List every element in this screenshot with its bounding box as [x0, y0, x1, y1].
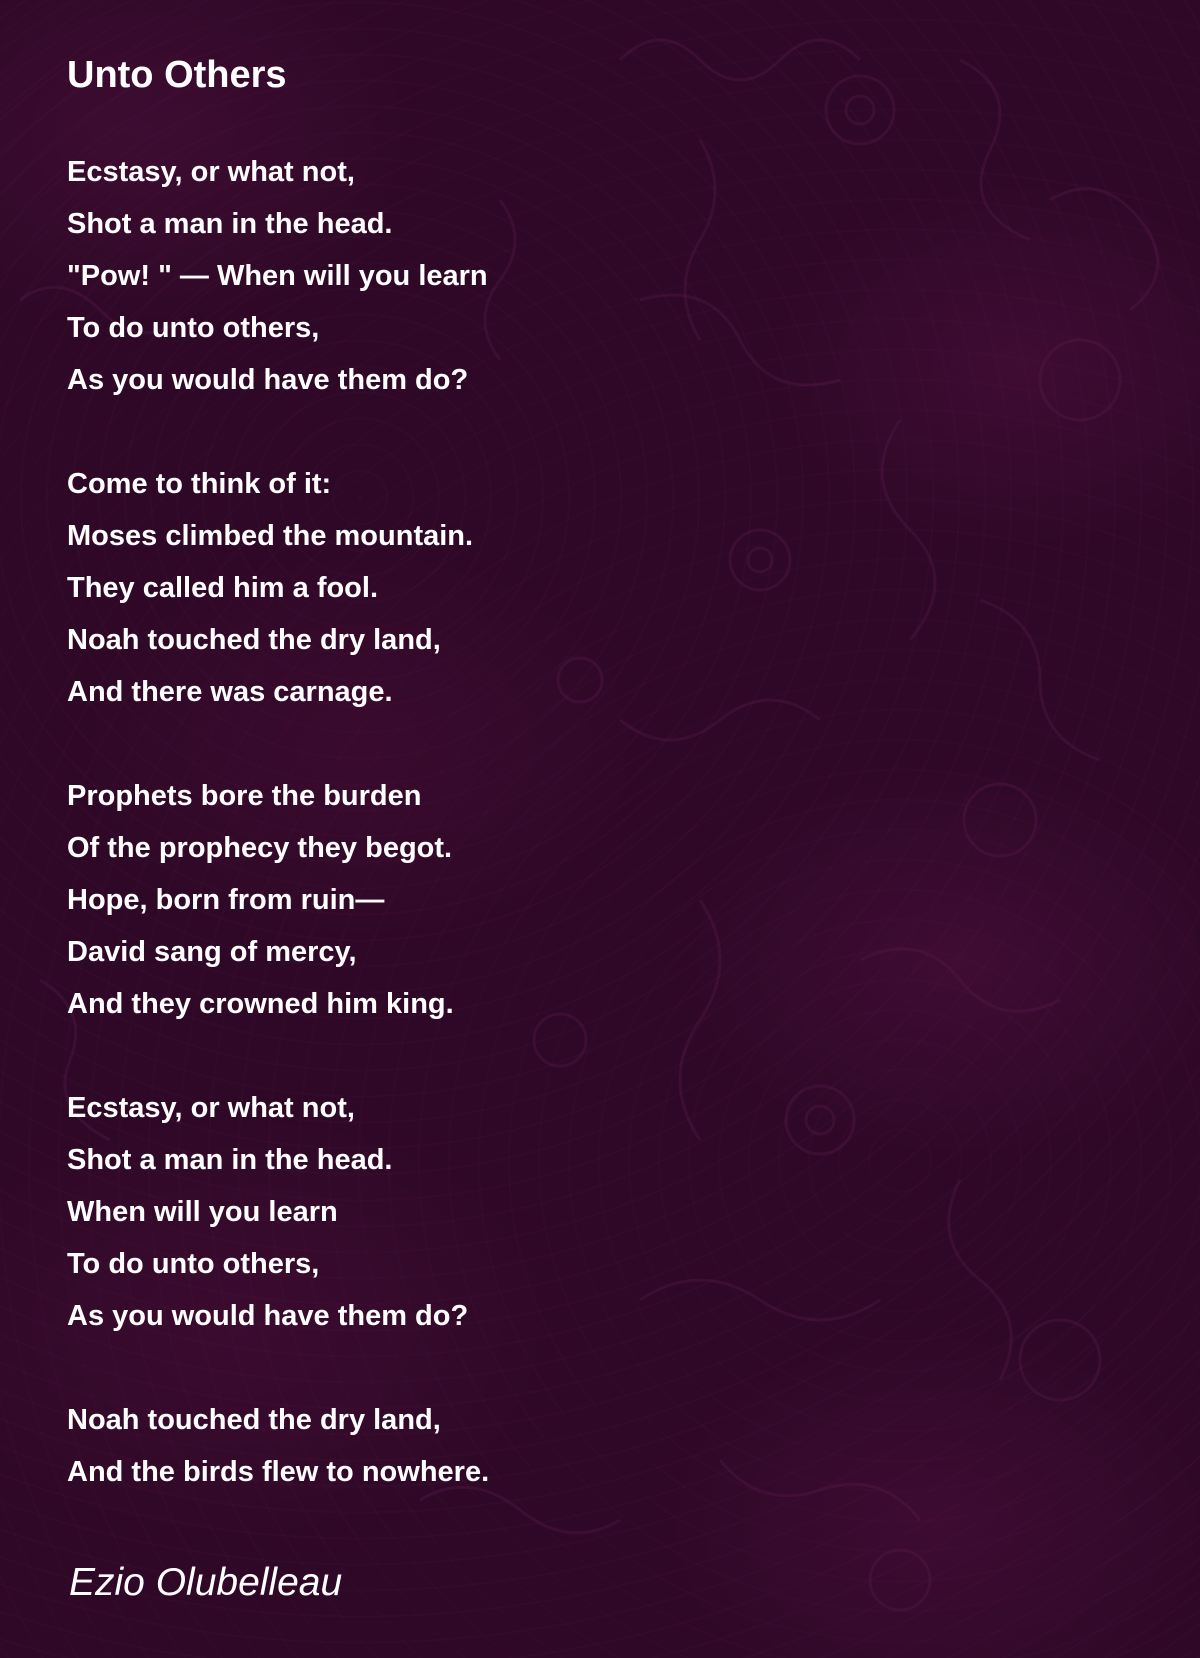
- poem-line: Shot a man in the head.: [67, 1144, 393, 1176]
- poem-stanza: [67, 458, 1147, 718]
- poem-line: "Pow! " — When will you learn: [67, 260, 488, 292]
- poem-line: Prophets bore the burden: [67, 780, 422, 812]
- poem-line: Ecstasy, or what not,: [67, 156, 355, 188]
- poem-line: David sang of mercy,: [67, 936, 357, 968]
- poem-stanza: [67, 770, 1147, 1030]
- poem-line: And the birds flew to nowhere.: [67, 1456, 490, 1488]
- poem-stanza: [67, 146, 1147, 406]
- poem-stanza: [67, 1394, 1147, 1498]
- poem-line: Ecstasy, or what not,: [67, 1092, 355, 1124]
- poem-line: And they crowned him king.: [67, 988, 454, 1020]
- poem-container: [67, 48, 1147, 1550]
- poem-line: To do unto others,: [67, 1248, 320, 1280]
- poem-line: Hope, born from ruin—: [67, 884, 385, 916]
- poem-line: Of the prophecy they begot.: [67, 832, 453, 864]
- poem-line: Shot a man in the head.: [67, 208, 393, 240]
- poem-line: As you would have them do?: [67, 1300, 469, 1332]
- poem-line: Come to think of it:: [67, 468, 332, 500]
- poem-line: Noah touched the dry land,: [67, 624, 441, 656]
- poem-line: Moses climbed the mountain.: [67, 520, 474, 552]
- poem-line: They called him a fool.: [67, 572, 379, 604]
- poem-author: Ezio Olubelleau: [69, 1561, 343, 1604]
- poem-line: When will you learn: [67, 1196, 338, 1228]
- poem-stanza: [67, 1082, 1147, 1342]
- poem-line: And there was carnage.: [67, 676, 393, 708]
- poem-line: Noah touched the dry land,: [67, 1404, 441, 1436]
- poem-line: To do unto others,: [67, 312, 320, 344]
- poem-title: Unto Others: [67, 54, 287, 96]
- poem-line: As you would have them do?: [67, 364, 469, 396]
